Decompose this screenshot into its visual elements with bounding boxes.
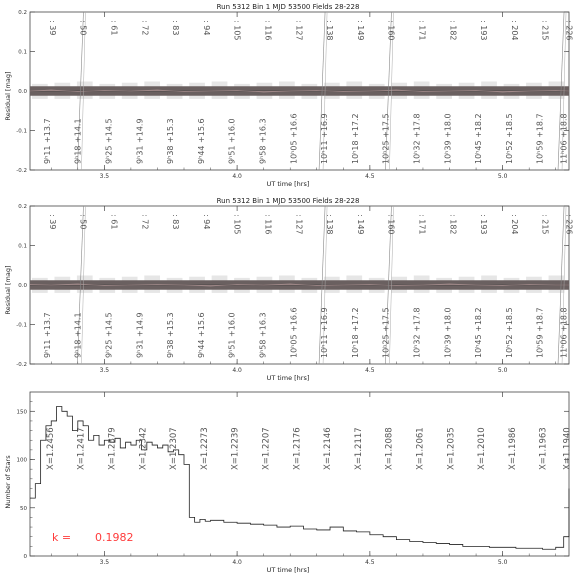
coord-label: 9ʰ25 +14.5 xyxy=(104,312,114,358)
field-label: : 193 xyxy=(479,214,489,235)
field-label: : 171 xyxy=(417,214,427,235)
x-tick-label: 4.5 xyxy=(365,559,375,566)
coord-label: 10ʰ05 +16.6 xyxy=(289,307,299,358)
airmass-label: X=1.2379 xyxy=(107,427,118,470)
airmass-label: X=1.1986 xyxy=(507,427,518,470)
field-label: : 182 xyxy=(448,214,458,235)
coord-label: 10ʰ18 +17.2 xyxy=(350,307,360,358)
coord-label: 9ʰ38 +15.3 xyxy=(166,312,176,358)
field-label: : 215 xyxy=(540,214,550,235)
coord-label: 9ʰ31 +14.9 xyxy=(135,118,145,164)
coord-label: 10ʰ05 +16.6 xyxy=(289,113,299,164)
airmass-label: X=1.1963 xyxy=(538,427,549,470)
field-label: : 182 xyxy=(448,20,458,41)
field-label: : 138 xyxy=(325,214,335,235)
field-label: : 105 xyxy=(232,214,242,235)
k-annotation-label: k = xyxy=(52,531,72,544)
field-label: : 193 xyxy=(479,20,489,41)
coord-label: 9ʰ25 +14.5 xyxy=(104,118,114,164)
airmass-label: X=1.2061 xyxy=(415,427,426,470)
y-tick-label: 0.0 xyxy=(18,283,27,289)
airmass-label: X=1.2035 xyxy=(446,427,457,470)
field-label: : 116 xyxy=(263,20,273,41)
field-label: : 105 xyxy=(232,20,242,41)
coord-label: 9ʰ11 +13.7 xyxy=(42,118,52,164)
residual-panel-1 xyxy=(4,3,573,188)
field-label: : 72 xyxy=(140,20,150,36)
field-label: : 83 xyxy=(171,20,181,36)
airmass-label: X=1.2239 xyxy=(230,427,241,470)
y-tick-label: 100 xyxy=(16,457,27,464)
field-label: : 61 xyxy=(109,214,119,230)
y-tick-label: 50 xyxy=(20,505,27,512)
coord-label: 10ʰ25 +17.5 xyxy=(381,307,391,358)
coord-label: 9ʰ38 +15.3 xyxy=(166,118,176,164)
x-tick-label: 3.5 xyxy=(99,367,110,374)
field-label: : 39 xyxy=(47,214,57,230)
star-count-panel xyxy=(4,392,572,574)
coord-label: 9ʰ18 +14.1 xyxy=(73,118,83,164)
y-tick-label: 150 xyxy=(16,409,27,416)
x-tick-label: 5.0 xyxy=(497,173,508,180)
airmass-label: X=1.2417 xyxy=(76,427,87,470)
field-label: : 149 xyxy=(355,20,365,41)
y-tick-label: 0.1 xyxy=(18,243,27,250)
field-label: : 171 xyxy=(417,20,427,41)
coord-label: 10ʰ52 +18.5 xyxy=(504,113,514,164)
coord-label: 10ʰ45 +18.2 xyxy=(474,113,484,164)
panel-3-xlabel: UT time [hrs] xyxy=(266,566,310,574)
field-label: : 138 xyxy=(325,20,335,41)
coord-label: 10ʰ59 +18.7 xyxy=(535,307,545,358)
coord-label: 9ʰ51 +16.0 xyxy=(227,312,237,358)
x-tick-label: 3.5 xyxy=(99,173,110,180)
airmass-label: X=1.2117 xyxy=(353,427,364,470)
airmass-label: X=1.2207 xyxy=(261,427,272,470)
y-tick-label: 0.0 xyxy=(18,89,27,95)
field-label: : 226 xyxy=(564,20,574,41)
coord-label: 9ʰ58 +16.3 xyxy=(258,118,268,164)
field-label: : 94 xyxy=(201,214,211,230)
airmass-label: X=1.2456 xyxy=(45,427,56,470)
field-label: : 72 xyxy=(140,214,150,230)
coord-label: 10ʰ39 +18.0 xyxy=(443,113,453,164)
coord-label: 10ʰ39 +18.0 xyxy=(443,307,453,358)
panel-1-title: Run 5312 Bin 1 MJD 53500 Fields 28-228 xyxy=(216,3,360,11)
y-tick-label: -0.1 xyxy=(16,128,27,135)
coord-label: 9ʰ44 +15.6 xyxy=(196,312,206,358)
airmass-label: X=1.2342 xyxy=(138,427,149,470)
coord-label: 10ʰ32 +17.8 xyxy=(412,113,422,164)
field-label: : 50 xyxy=(78,20,88,36)
x-tick-label: 4.0 xyxy=(232,173,242,180)
field-label: : 116 xyxy=(263,214,273,235)
coord-label: 11ʰ06 +18.8 xyxy=(559,113,569,164)
x-tick-label: 3.5 xyxy=(99,559,110,566)
panel-2-ylabel: Residual [mag] xyxy=(4,265,12,315)
field-label: : 127 xyxy=(294,214,304,235)
y-tick-label: 0.2 xyxy=(18,204,27,210)
airmass-label: X=1.2146 xyxy=(323,427,334,470)
y-tick-label: 0 xyxy=(23,554,27,560)
field-label: : 83 xyxy=(171,214,181,230)
airmass-label: X=1.2307 xyxy=(169,427,180,470)
coord-label: 9ʰ31 +14.9 xyxy=(135,312,145,358)
airmass-label: X=1.2176 xyxy=(292,427,303,470)
coord-label: 10ʰ18 +17.2 xyxy=(350,113,360,164)
coord-label: 9ʰ44 +15.6 xyxy=(196,118,206,164)
airmass-label: X=1.2010 xyxy=(477,427,488,470)
panel-1-ylabel: Residual [mag] xyxy=(4,71,12,121)
coord-label: 11ʰ06 +18.8 xyxy=(559,307,569,358)
coord-label: 10ʰ25 +17.5 xyxy=(381,113,391,164)
x-tick-label: 4.5 xyxy=(365,367,375,374)
coord-label: 10ʰ59 +18.7 xyxy=(535,113,545,164)
field-label: : 61 xyxy=(109,20,119,36)
x-tick-label: 4.0 xyxy=(232,559,242,566)
y-tick-label: 0.2 xyxy=(18,10,27,16)
field-label: : 204 xyxy=(509,20,519,41)
coord-label: 9ʰ11 +13.7 xyxy=(42,312,52,358)
panel-3-ylabel: Number of Stars xyxy=(4,455,12,509)
field-label: : 226 xyxy=(564,214,574,235)
x-tick-label: 5.0 xyxy=(497,559,508,566)
y-tick-label: -0.1 xyxy=(16,322,27,329)
airmass-label: X=1.1940 xyxy=(562,427,573,470)
x-tick-label: 4.0 xyxy=(232,367,242,374)
coord-label: 10ʰ52 +18.5 xyxy=(504,307,514,358)
coord-label: 10ʰ45 +18.2 xyxy=(474,307,484,358)
coord-label: 9ʰ51 +16.0 xyxy=(227,118,237,164)
coord-label: 10ʰ11 +16.9 xyxy=(320,113,330,164)
airmass-label: X=1.2088 xyxy=(384,427,395,470)
coord-label: 9ʰ18 +14.1 xyxy=(73,312,83,358)
coord-label: 10ʰ32 +17.8 xyxy=(412,307,422,358)
field-label: : 50 xyxy=(78,214,88,230)
coord-label: 9ʰ58 +16.3 xyxy=(258,312,268,358)
field-label: : 160 xyxy=(386,214,396,235)
panel-1-xlabel: UT time [hrs] xyxy=(266,180,310,188)
panel-2-title: Run 5312 Bin 1 MJD 53500 Fields 28-228 xyxy=(216,197,360,205)
y-tick-label: 0.1 xyxy=(18,49,27,56)
x-tick-label: 4.5 xyxy=(365,173,375,180)
y-tick-label: -0.2 xyxy=(16,362,27,368)
field-label: : 204 xyxy=(509,214,519,235)
k-annotation-value: 0.1982 xyxy=(95,531,134,544)
y-tick-label: -0.2 xyxy=(16,168,27,174)
airmass-label: X=1.2273 xyxy=(199,427,210,470)
panel-2-xlabel: UT time [hrs] xyxy=(266,374,310,382)
field-label: : 149 xyxy=(355,214,365,235)
field-label: : 94 xyxy=(201,20,211,36)
field-label: : 127 xyxy=(294,20,304,41)
field-label: : 215 xyxy=(540,20,550,41)
coord-label: 10ʰ11 +16.9 xyxy=(320,307,330,358)
residual-panel-2 xyxy=(4,197,573,382)
field-label: : 160 xyxy=(386,20,396,41)
field-label: : 39 xyxy=(47,20,57,36)
x-tick-label: 5.0 xyxy=(497,367,508,374)
